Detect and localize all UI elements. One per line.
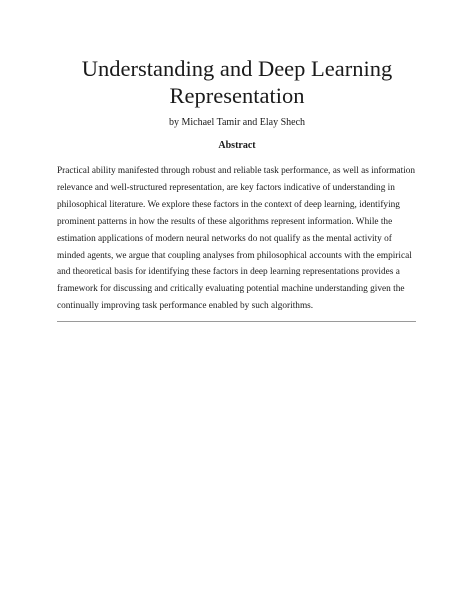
abstract-line: relevance and well-structured representation, are key factors indicative of understanding in xyxy=(57,182,395,193)
section-divider xyxy=(57,321,416,322)
paper-title xyxy=(40,55,434,109)
abstract-line: framework for discussing and critically evaluating potential machine understanding given the xyxy=(57,284,405,295)
author-byline: by Michael Tamir and Elay Shech xyxy=(168,117,306,128)
abstract-line: prominent patterns in how the results of these algorithms represent information. While the xyxy=(57,216,393,227)
paper-title-line-2: Representation xyxy=(169,83,305,108)
abstract-line: Practical ability manifested through robust and reliable task performance, as well as information xyxy=(57,166,416,176)
abstract-line: and theoretical basis for identifying these factors in deep learning representations provides a xyxy=(57,267,400,278)
abstract-body xyxy=(57,163,421,315)
abstract-line: continually improving task performance enabled by such algorithms. xyxy=(57,301,314,312)
abstract-line: estimation applications of modern neural networks do not qualify as the mental activity of xyxy=(57,233,392,244)
abstract-heading: Abstract xyxy=(218,140,256,151)
paper-title-line-1: Understanding and Deep Learning xyxy=(81,56,393,81)
abstract-line: philosophical literature. We explore these factors in the context of deep learning, identifying xyxy=(57,199,400,210)
abstract-line: minded agents, we argue that coupling analyses from philosophical accounts with the empirical xyxy=(57,250,412,261)
